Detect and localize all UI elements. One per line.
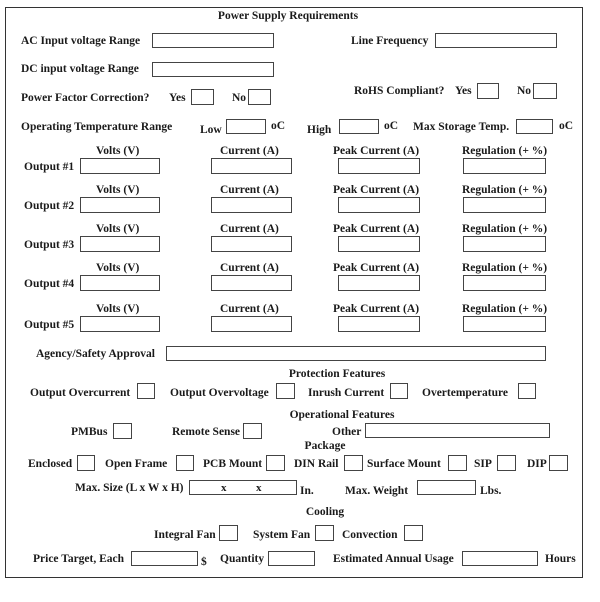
inrush-checkbox[interactable] xyxy=(390,383,408,399)
open-frame-label: Open Frame xyxy=(105,458,168,470)
output-3-current-header: Current (A) xyxy=(220,223,279,235)
overtemp-label: Overtemperature xyxy=(422,387,508,399)
overvoltage-checkbox[interactable] xyxy=(276,383,295,399)
temp-high-field[interactable] xyxy=(339,119,379,134)
output-5-current-field[interactable] xyxy=(211,316,292,332)
output-2-current-header: Current (A) xyxy=(220,184,279,196)
output-3-volts-header: Volts (V) xyxy=(96,223,140,235)
weight-unit-label: Lbs. xyxy=(480,485,502,497)
sip-checkbox[interactable] xyxy=(497,455,516,471)
output-2-regulation-header: Regulation (+ %) xyxy=(462,184,548,196)
output-1-peak-field[interactable] xyxy=(338,158,420,174)
rohs-yes-checkbox[interactable] xyxy=(477,83,499,99)
form-title: Power Supply Requirements xyxy=(217,10,359,22)
output-1-label: Output #1 xyxy=(24,161,75,173)
output-4-current-header: Current (A) xyxy=(220,262,279,274)
output-3-peak-field[interactable] xyxy=(338,236,420,252)
output-4-peak-header: Peak Current (A) xyxy=(333,262,420,274)
overvoltage-label: Output Overvoltage xyxy=(170,387,269,399)
output-5-regulation-header: Regulation (+ %) xyxy=(462,303,548,315)
output-5-peak-header: Peak Current (A) xyxy=(333,303,420,315)
din-rail-checkbox[interactable] xyxy=(344,455,363,471)
size-separator-2: x xyxy=(256,482,262,494)
integral-fan-checkbox[interactable] xyxy=(219,525,238,541)
pcb-mount-checkbox[interactable] xyxy=(266,455,285,471)
surface-mount-checkbox[interactable] xyxy=(448,455,467,471)
max-size-field[interactable] xyxy=(189,480,297,495)
dip-label: DIP xyxy=(527,458,547,470)
overcurrent-label: Output Overcurrent xyxy=(30,387,131,399)
enclosed-checkbox[interactable] xyxy=(77,455,95,471)
protection-heading: Protection Features xyxy=(288,368,386,380)
operational-heading: Operational Features xyxy=(289,409,395,421)
output-3-regulation-header: Regulation (+ %) xyxy=(462,223,548,235)
price-target-label: Price Target, Each xyxy=(33,553,125,565)
output-1-peak-header: Peak Current (A) xyxy=(333,145,420,157)
output-1-volts-header: Volts (V) xyxy=(96,145,140,157)
output-5-label: Output #5 xyxy=(24,319,75,331)
pfc-no-checkbox[interactable] xyxy=(248,89,271,105)
output-5-regulation-field[interactable] xyxy=(463,316,546,332)
temp-low-field[interactable] xyxy=(226,119,266,134)
pmbus-label: PMBus xyxy=(71,426,108,438)
pfc-no-label: No xyxy=(232,92,247,104)
output-4-current-field[interactable] xyxy=(211,275,292,291)
output-5-volts-header: Volts (V) xyxy=(96,303,140,315)
remote-sense-checkbox[interactable] xyxy=(243,423,262,439)
line-frequency-label: Line Frequency xyxy=(351,35,429,47)
convection-label: Convection xyxy=(342,529,398,541)
ac-input-voltage-field[interactable] xyxy=(152,33,274,48)
ac-input-voltage-label: AC Input voltage Range xyxy=(21,35,141,47)
output-3-regulation-field[interactable] xyxy=(463,236,546,252)
operating-temp-label: Operating Temperature Range xyxy=(21,121,173,133)
size-unit-label: In. xyxy=(300,485,314,497)
overcurrent-checkbox[interactable] xyxy=(137,383,155,399)
other-field[interactable] xyxy=(365,423,550,438)
annual-usage-label: Estimated Annual Usage xyxy=(333,553,454,565)
overtemp-checkbox[interactable] xyxy=(518,383,536,399)
output-2-volts-header: Volts (V) xyxy=(96,184,140,196)
annual-usage-field[interactable] xyxy=(462,551,538,566)
pfc-label: Power Factor Correction? xyxy=(21,92,150,104)
output-4-volts-header: Volts (V) xyxy=(96,262,140,274)
enclosed-label: Enclosed xyxy=(28,458,73,470)
rohs-no-checkbox[interactable] xyxy=(533,83,557,99)
output-1-volts-field[interactable] xyxy=(80,158,160,174)
output-3-current-field[interactable] xyxy=(211,236,292,252)
output-2-peak-header: Peak Current (A) xyxy=(333,184,420,196)
pfc-yes-label: Yes xyxy=(169,92,186,104)
output-4-volts-field[interactable] xyxy=(80,275,160,291)
output-2-peak-field[interactable] xyxy=(338,197,420,213)
other-label: Other xyxy=(332,426,362,438)
system-fan-checkbox[interactable] xyxy=(315,525,334,541)
dc-input-voltage-field[interactable] xyxy=(152,62,274,77)
dip-checkbox[interactable] xyxy=(549,455,568,471)
max-storage-temp-label: Max Storage Temp. xyxy=(413,121,510,133)
remote-sense-label: Remote Sense xyxy=(172,426,241,438)
agency-approval-label: Agency/Safety Approval xyxy=(36,348,155,360)
output-4-label: Output #4 xyxy=(24,278,75,290)
rohs-no-label: No xyxy=(517,85,532,97)
quantity-label: Quantity xyxy=(220,553,265,565)
output-1-regulation-field[interactable] xyxy=(463,158,546,174)
rohs-label: RoHS Compliant? xyxy=(354,85,445,97)
output-2-current-field[interactable] xyxy=(211,197,292,213)
storage-temp-unit: oC xyxy=(559,120,574,132)
output-2-regulation-field[interactable] xyxy=(463,197,546,213)
price-target-field[interactable] xyxy=(131,551,198,566)
hours-label: Hours xyxy=(545,553,576,565)
pfc-yes-checkbox[interactable] xyxy=(191,89,214,105)
quantity-field[interactable] xyxy=(268,551,315,566)
dc-input-voltage-label: DC input voltage Range xyxy=(21,63,139,75)
max-storage-temp-field[interactable] xyxy=(516,119,553,134)
rohs-yes-label: Yes xyxy=(455,85,472,97)
max-size-label: Max. Size (L x W x H) xyxy=(75,482,184,494)
output-1-current-field[interactable] xyxy=(211,158,292,174)
temp-low-label: Low xyxy=(200,124,222,136)
inrush-label: Inrush Current xyxy=(308,387,385,399)
output-1-regulation-header: Regulation (+ %) xyxy=(462,145,548,157)
output-3-peak-header: Peak Current (A) xyxy=(333,223,420,235)
integral-fan-label: Integral Fan xyxy=(154,529,216,541)
din-rail-label: DIN Rail xyxy=(294,458,339,470)
output-2-volts-field[interactable] xyxy=(80,197,160,213)
convection-checkbox[interactable] xyxy=(404,525,423,541)
open-frame-checkbox[interactable] xyxy=(176,455,194,471)
max-weight-label: Max. Weight xyxy=(345,485,409,497)
output-4-peak-field[interactable] xyxy=(338,275,420,291)
surface-mount-label: Surface Mount xyxy=(367,458,441,470)
cooling-heading: Cooling xyxy=(305,506,345,518)
sip-label: SIP xyxy=(474,458,492,470)
line-frequency-field[interactable] xyxy=(435,33,557,48)
max-weight-field[interactable] xyxy=(417,480,476,495)
output-5-current-header: Current (A) xyxy=(220,303,279,315)
temp-high-unit: oC xyxy=(384,120,399,132)
agency-approval-field[interactable] xyxy=(166,346,546,361)
pcb-mount-label: PCB Mount xyxy=(203,458,263,470)
output-4-regulation-field[interactable] xyxy=(463,275,546,291)
output-5-volts-field[interactable] xyxy=(80,316,160,332)
output-2-label: Output #2 xyxy=(24,200,75,212)
size-separator-1: x xyxy=(221,482,227,494)
price-unit-label: $ xyxy=(201,556,207,568)
output-1-current-header: Current (A) xyxy=(220,145,279,157)
temp-low-unit: oC xyxy=(271,120,286,132)
output-4-regulation-header: Regulation (+ %) xyxy=(462,262,548,274)
temp-high-label: High xyxy=(307,124,332,136)
output-3-label: Output #3 xyxy=(24,239,75,251)
system-fan-label: System Fan xyxy=(253,529,311,541)
pmbus-checkbox[interactable] xyxy=(113,423,132,439)
output-3-volts-field[interactable] xyxy=(80,236,160,252)
package-heading: Package xyxy=(304,440,346,452)
output-5-peak-field[interactable] xyxy=(338,316,420,332)
